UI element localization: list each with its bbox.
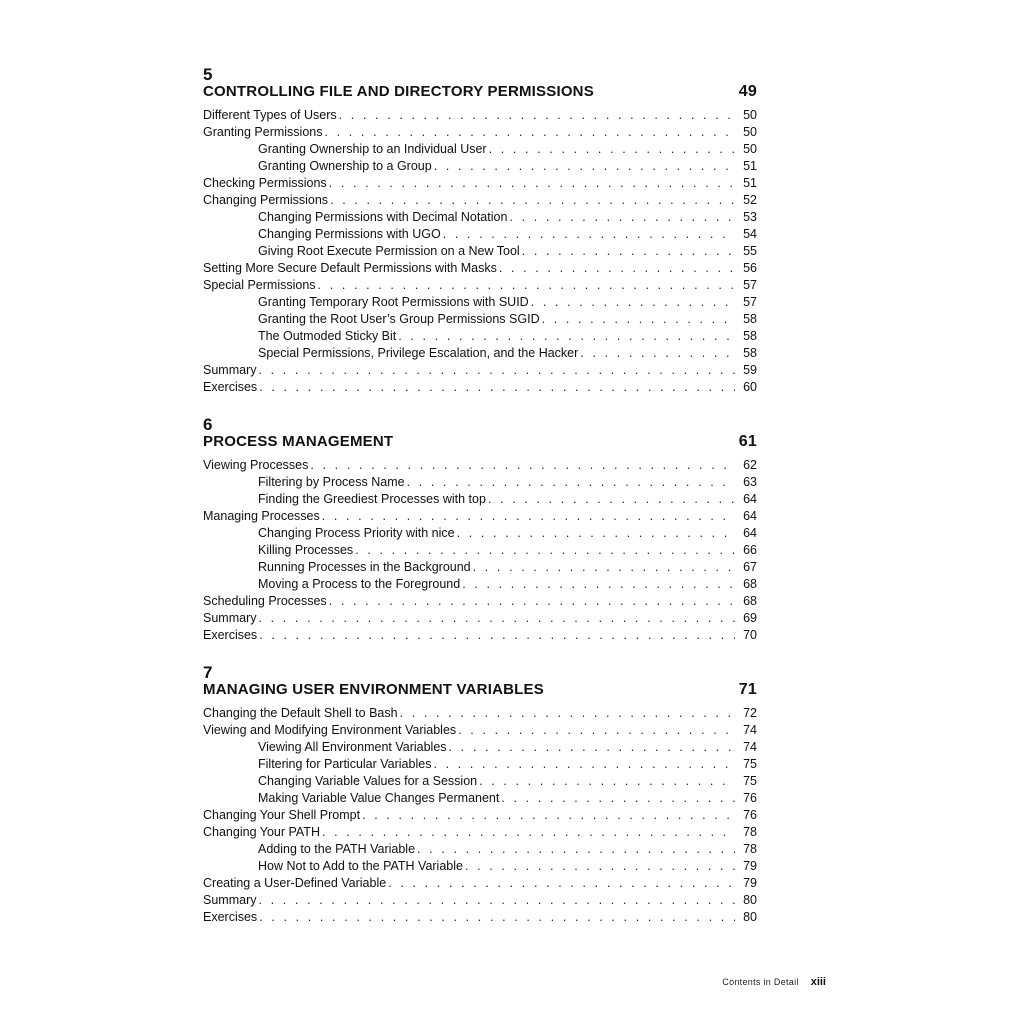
entry-page-number: 70 <box>743 628 757 642</box>
entry-page-number: 59 <box>743 363 757 377</box>
entry-title: Exercises <box>203 380 258 394</box>
dot-leader <box>259 627 735 644</box>
entry-title: Exercises <box>203 910 258 924</box>
toc-entry <box>203 705 757 722</box>
toc-entry <box>203 824 757 841</box>
toc-entry <box>203 875 757 892</box>
entry-page-number: 50 <box>743 142 757 156</box>
entry-page-number: 63 <box>743 475 757 489</box>
entry-title: Granting Ownership to a Group <box>258 159 432 173</box>
entry-title: Special Permissions <box>203 278 316 292</box>
entry-title: Exercises <box>203 628 258 642</box>
chapter-page-number: 71 <box>738 681 757 698</box>
entry-page-number: 51 <box>743 159 757 173</box>
dot-leader <box>449 739 735 756</box>
dot-leader <box>258 892 735 909</box>
toc-subentry <box>203 158 757 175</box>
dot-leader <box>531 294 735 311</box>
footer-running-title: Contents in Detail <box>722 977 799 987</box>
dot-leader <box>458 722 735 739</box>
toc-entry <box>203 627 757 644</box>
entry-title: Special Permissions, Privilege Escalation, and the Hacker <box>258 346 579 360</box>
chapter-title: CONTROLLING FILE AND DIRECTORY PERMISSIONS <box>203 83 594 100</box>
dot-leader <box>329 593 735 610</box>
toc-entry <box>203 610 757 627</box>
chapter-entries <box>203 457 757 644</box>
entry-page-number: 64 <box>743 492 757 506</box>
entry-page-number: 78 <box>743 842 757 856</box>
entry-title: Creating a User-Defined Variable <box>203 876 387 890</box>
toc-subentry <box>203 226 757 243</box>
dot-leader <box>258 362 735 379</box>
chapter-5 <box>203 66 757 396</box>
entry-page-number: 68 <box>743 577 757 591</box>
entry-title: Killing Processes <box>258 543 354 557</box>
toc-subentry <box>203 773 757 790</box>
toc-entry <box>203 107 757 124</box>
toc-subentry <box>203 491 757 508</box>
dot-leader <box>434 158 735 175</box>
entry-page-number: 57 <box>743 278 757 292</box>
entry-title: Moving a Process to the Foreground <box>258 577 461 591</box>
dot-leader <box>542 311 735 328</box>
dot-leader <box>398 328 735 345</box>
entry-title: Summary <box>203 611 257 625</box>
entry-page-number: 57 <box>743 295 757 309</box>
chapter-title: PROCESS MANAGEMENT <box>203 433 394 450</box>
dot-leader <box>462 576 735 593</box>
dot-leader <box>325 124 736 141</box>
toc-subentry <box>203 790 757 807</box>
chapter-number: 7 <box>203 663 213 682</box>
toc-subentry <box>203 294 757 311</box>
entry-title: Giving Root Execute Permission on a New Tool <box>258 244 520 258</box>
dot-leader <box>400 705 735 722</box>
dot-leader <box>407 474 735 491</box>
chapter-page-number: 61 <box>738 433 757 450</box>
dot-leader <box>465 858 735 875</box>
entry-title: Granting the Root User’s Group Permissions SGID <box>258 312 540 326</box>
dot-leader <box>259 909 735 926</box>
entry-page-number: 74 <box>743 740 757 754</box>
toc-entry <box>203 192 757 209</box>
entry-page-number: 58 <box>743 346 757 360</box>
entry-page-number: 80 <box>743 910 757 924</box>
entry-page-number: 78 <box>743 825 757 839</box>
entry-page-number: 64 <box>743 526 757 540</box>
entry-title: Changing Permissions with UGO <box>258 227 441 241</box>
toc-subentry <box>203 841 757 858</box>
entry-page-number: 66 <box>743 543 757 557</box>
toc-entry <box>203 508 757 525</box>
chapter-6 <box>203 416 757 644</box>
dot-leader <box>330 192 735 209</box>
toc-subentry <box>203 328 757 345</box>
dot-leader <box>329 175 735 192</box>
dot-leader <box>522 243 735 260</box>
chapter-number: 6 <box>203 415 213 434</box>
toc-subentry <box>203 559 757 576</box>
entry-page-number: 56 <box>743 261 757 275</box>
entry-title: Viewing and Modifying Environment Variables <box>203 723 457 737</box>
entry-page-number: 76 <box>743 808 757 822</box>
dot-leader <box>489 141 735 158</box>
toc-entry <box>203 909 757 926</box>
dot-leader <box>259 379 735 396</box>
entry-title: Filtering for Particular Variables <box>258 757 432 771</box>
entry-title: The Outmoded Sticky Bit <box>258 329 397 343</box>
dot-leader <box>479 773 735 790</box>
entry-title: Managing Processes <box>203 509 320 523</box>
dot-leader <box>433 756 735 773</box>
entry-page-number: 52 <box>743 193 757 207</box>
chapter-page-number: 49 <box>738 83 757 100</box>
entry-page-number: 79 <box>743 876 757 890</box>
entry-page-number: 69 <box>743 611 757 625</box>
dot-leader <box>258 610 735 627</box>
entry-title: Filtering by Process Name <box>258 475 405 489</box>
dot-leader <box>457 525 735 542</box>
entry-title: Changing the Default Shell to Bash <box>203 706 398 720</box>
toc-entry <box>203 722 757 739</box>
chapter-heading <box>203 83 757 101</box>
chapter-entries <box>203 705 757 926</box>
dot-leader <box>488 491 735 508</box>
toc-subentry <box>203 858 757 875</box>
entry-page-number: 58 <box>743 312 757 326</box>
entry-title: Different Types of Users <box>203 108 337 122</box>
entry-page-number: 67 <box>743 560 757 574</box>
toc-entry <box>203 362 757 379</box>
toc-entry <box>203 379 757 396</box>
entry-page-number: 55 <box>743 244 757 258</box>
toc-entry <box>203 457 757 474</box>
entry-title: Granting Temporary Root Permissions with SUID <box>258 295 529 309</box>
entry-title: Checking Permissions <box>203 176 327 190</box>
entry-page-number: 76 <box>743 791 757 805</box>
chapter-number: 5 <box>203 65 213 84</box>
entry-title: Making Variable Value Changes Permanent <box>258 791 500 805</box>
toc-subentry <box>203 525 757 542</box>
chapter-heading <box>203 681 757 699</box>
entry-page-number: 79 <box>743 859 757 873</box>
entry-page-number: 50 <box>743 125 757 139</box>
entry-title: Summary <box>203 893 257 907</box>
table-of-contents <box>203 66 757 946</box>
entry-title: Granting Ownership to an Individual User <box>258 142 487 156</box>
toc-entry <box>203 277 757 294</box>
chapter-7 <box>203 664 757 926</box>
dot-leader <box>388 875 735 892</box>
entry-title: Scheduling Processes <box>203 594 327 608</box>
entry-page-number: 64 <box>743 509 757 523</box>
toc-entry <box>203 593 757 610</box>
toc-subentry <box>203 345 757 362</box>
entry-page-number: 50 <box>743 108 757 122</box>
dot-leader <box>310 457 735 474</box>
toc-entry <box>203 892 757 909</box>
entry-page-number: 80 <box>743 893 757 907</box>
entry-title: Changing Variable Values for a Session <box>258 774 478 788</box>
dot-leader <box>499 260 735 277</box>
entry-title: Viewing Processes <box>203 458 309 472</box>
entry-title: Setting More Secure Default Permissions with Masks <box>203 261 497 275</box>
entry-title: Changing Permissions with Decimal Notation <box>258 210 508 224</box>
entry-title: Finding the Greediest Processes with top <box>258 492 486 506</box>
dot-leader <box>322 508 735 525</box>
dot-leader <box>362 807 735 824</box>
entry-page-number: 60 <box>743 380 757 394</box>
toc-entry <box>203 175 757 192</box>
entry-title: Changing Your PATH <box>203 825 320 839</box>
dot-leader <box>580 345 735 362</box>
entry-title: Running Processes in the Background <box>258 560 471 574</box>
toc-subentry <box>203 474 757 491</box>
entry-page-number: 74 <box>743 723 757 737</box>
dot-leader <box>322 824 735 841</box>
toc-subentry <box>203 209 757 226</box>
toc-subentry <box>203 542 757 559</box>
entry-title: Changing Permissions <box>203 193 329 207</box>
toc-entry <box>203 260 757 277</box>
toc-entry <box>203 807 757 824</box>
chapter-entries <box>203 107 757 396</box>
entry-page-number: 53 <box>743 210 757 224</box>
entry-title: Summary <box>203 363 257 377</box>
dot-leader <box>501 790 735 807</box>
entry-page-number: 51 <box>743 176 757 190</box>
entry-page-number: 72 <box>743 706 757 720</box>
chapter-heading <box>203 433 757 451</box>
page-footer <box>700 976 826 988</box>
entry-page-number: 62 <box>743 458 757 472</box>
toc-subentry <box>203 311 757 328</box>
entry-title: Adding to the PATH Variable <box>258 842 416 856</box>
toc-subentry <box>203 576 757 593</box>
toc-subentry <box>203 739 757 756</box>
entry-title: Granting Permissions <box>203 125 323 139</box>
entry-page-number: 58 <box>743 329 757 343</box>
entry-page-number: 75 <box>743 757 757 771</box>
toc-entry <box>203 124 757 141</box>
entry-title: How Not to Add to the PATH Variable <box>258 859 463 873</box>
entry-page-number: 54 <box>743 227 757 241</box>
entry-title: Changing Your Shell Prompt <box>203 808 361 822</box>
toc-subentry <box>203 243 757 260</box>
toc-subentry <box>203 756 757 773</box>
dot-leader <box>509 209 735 226</box>
footer-page-number: xiii <box>810 976 826 988</box>
dot-leader <box>318 277 735 294</box>
entry-title: Changing Process Priority with nice <box>258 526 455 540</box>
dot-leader <box>339 107 735 124</box>
toc-subentry <box>203 141 757 158</box>
dot-leader <box>355 542 735 559</box>
entry-title: Viewing All Environment Variables <box>258 740 447 754</box>
entry-page-number: 68 <box>743 594 757 608</box>
dot-leader <box>443 226 735 243</box>
dot-leader <box>417 841 735 858</box>
chapter-title: MANAGING USER ENVIRONMENT VARIABLES <box>203 681 544 698</box>
dot-leader <box>473 559 735 576</box>
entry-page-number: 75 <box>743 774 757 788</box>
